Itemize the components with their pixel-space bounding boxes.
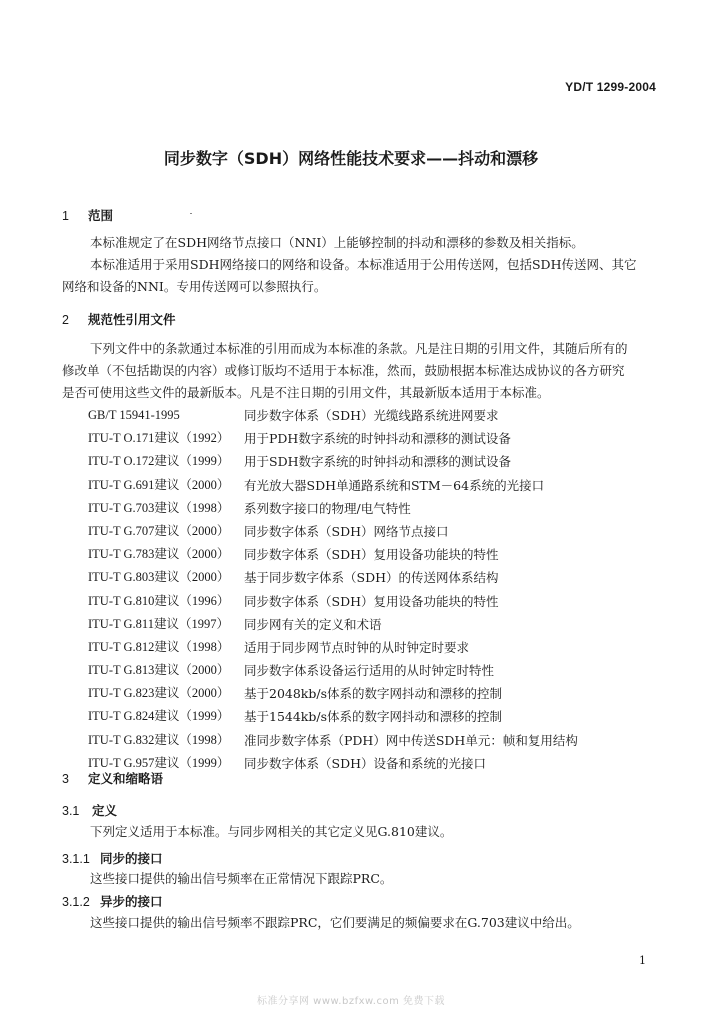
section-1-title: 范围	[88, 208, 114, 223]
section-1-number: 1	[62, 209, 69, 223]
section-2-heading	[62, 310, 176, 328]
section-3-1-2-title: 异步的接口	[100, 894, 163, 909]
paragraph-line: 这些接口提供的输出信号频率不跟踪PRC，它们要满足的频偏要求在G.703建议中给出。	[90, 915, 580, 930]
reference-code: ITU-T G.703建议（1998）	[88, 500, 230, 515]
section-3-number: 3	[62, 772, 69, 786]
reference-description: 准同步数字体系（PDH）网中传送SDH单元：帧和复用结构	[244, 732, 578, 748]
reference-description: 有光放大器SDH单通路系统和STM－64系统的光接口	[244, 477, 545, 493]
section-3-1-title: 定义	[92, 803, 118, 818]
paragraph-line: 下列定义适用于本标准。与同步网相关的其它定义见G.810建议。	[90, 824, 453, 839]
paragraph-line: 本标准规定了在SDH网络节点接口（NNI）上能够控制的抖动和漂移的参数及相关指标。	[90, 235, 584, 250]
reference-description: 基于1544kb/s体系的数字网抖动和漂移的控制	[244, 709, 503, 725]
reference-description: 用于PDH数字系统的时钟抖动和漂移的测试设备	[244, 431, 511, 447]
paragraph-line: 下列文件中的条款通过本标准的引用而成为本标准的条款。凡是注日期的引用文件，其随后所有的	[90, 341, 628, 356]
reference-code: ITU-T G.783建议（2000）	[88, 547, 230, 562]
section-3-1-number: 3.1	[62, 804, 80, 818]
reference-code: GB/T 15941-1995	[88, 408, 180, 422]
document-code: YD/T 1299-2004	[565, 80, 656, 94]
section-3-1-1-title: 同步的接口	[100, 851, 163, 866]
reference-description: 同步数字体系（SDH）网络节点接口	[244, 523, 449, 539]
section-1-heading	[62, 206, 113, 224]
section-3-1-heading	[62, 801, 117, 819]
paragraph-line: 这些接口提供的输出信号频率在正常情况下跟踪PRC。	[90, 871, 393, 886]
reference-code: ITU-T G.823建议（2000）	[88, 686, 230, 701]
section-3-1-paragraph	[90, 821, 452, 843]
section-3-1-2-number: 3.1.2	[62, 895, 90, 909]
reference-code: ITU-T G.813建议（2000）	[88, 663, 230, 678]
reference-description: 同步数字体系设备运行适用的从时钟定时特性	[244, 663, 495, 679]
section-2-paragraph	[62, 338, 628, 404]
reference-description: 同步数字体系（SDH）设备和系统的光接口	[244, 755, 486, 771]
reference-code: ITU-T G.691建议（2000）	[88, 477, 230, 492]
section-3-heading	[62, 769, 163, 787]
reference-description: 用于SDH数字系统的时钟抖动和漂移的测试设备	[244, 454, 511, 470]
section-2-number: 2	[62, 313, 69, 327]
reference-description: 同步数字体系（SDH）光缆线路系统进网要求	[244, 408, 499, 423]
reference-description: 基于同步数字体系（SDH）的传送网体系结构	[244, 570, 499, 586]
reference-code: ITU-T G.832建议（1998）	[88, 732, 230, 747]
section-2-title: 规范性引用文件	[88, 312, 176, 327]
watermark: 标准分享网 www.bzfxw.com 免费下载	[257, 996, 445, 1007]
section-3-1-1-heading	[62, 849, 163, 867]
section-3-1-1-number: 3.1.1	[62, 852, 90, 866]
section-1-paragraph	[62, 232, 637, 298]
paragraph-line: 本标准适用于采用SDH网络接口的网络和设备。本标准适用于公用传送网，包括SDH传送网、其它	[90, 257, 637, 272]
reference-code: ITU-T G.811建议（1997）	[88, 616, 229, 631]
reference-description: 适用于同步网节点时钟的从时钟定时要求	[244, 639, 470, 655]
section-3-title: 定义和缩略语	[88, 771, 164, 786]
reference-code: ITU-T O.172建议（1999）	[88, 454, 230, 469]
reference-code: ITU-T G.810建议（1996）	[88, 593, 230, 608]
document-title: 同步数字（SDH）网络性能技术要求——抖动和漂移	[163, 149, 539, 168]
reference-code: ITU-T O.171建议（1992）	[88, 431, 230, 446]
section-3-1-2-heading	[62, 892, 163, 910]
reference-code: ITU-T G.812建议（1998）	[88, 639, 230, 654]
reference-code: ITU-T G.707建议（2000）	[88, 523, 230, 538]
scan-speck	[190, 213, 192, 214]
reference-description: 同步数字体系（SDH）复用设备功能块的特性	[244, 593, 499, 609]
reference-description: 系列数字接口的物理/电气特性	[244, 500, 411, 516]
reference-code: ITU-T G.824建议（1999）	[88, 709, 230, 724]
section-3-1-1-paragraph	[90, 868, 392, 890]
paragraph-line: 是否可使用这些文件的最新版本。凡是不注日期的引用文件，其最新版本适用于本标准。	[62, 385, 550, 400]
paragraph-line: 修改单（不包括勘误的内容）或修订版均不适用于本标准，然而，鼓励根据本标准达成协议的各方研究	[62, 363, 625, 378]
reference-description: 同步数字体系（SDH）复用设备功能块的特性	[244, 547, 499, 563]
reference-description: 同步网有关的定义和术语	[244, 616, 382, 632]
section-3-1-2-paragraph	[90, 912, 580, 934]
reference-code: ITU-T G.957建议（1999）	[88, 755, 230, 770]
paragraph-line: 网络和设备的NNI。专用传送网可以参照执行。	[62, 279, 327, 294]
reference-code: ITU-T G.803建议（2000）	[88, 570, 230, 585]
reference-description: 基于2048kb/s体系的数字网抖动和漂移的控制	[244, 686, 503, 702]
page-number: 1	[639, 954, 646, 967]
